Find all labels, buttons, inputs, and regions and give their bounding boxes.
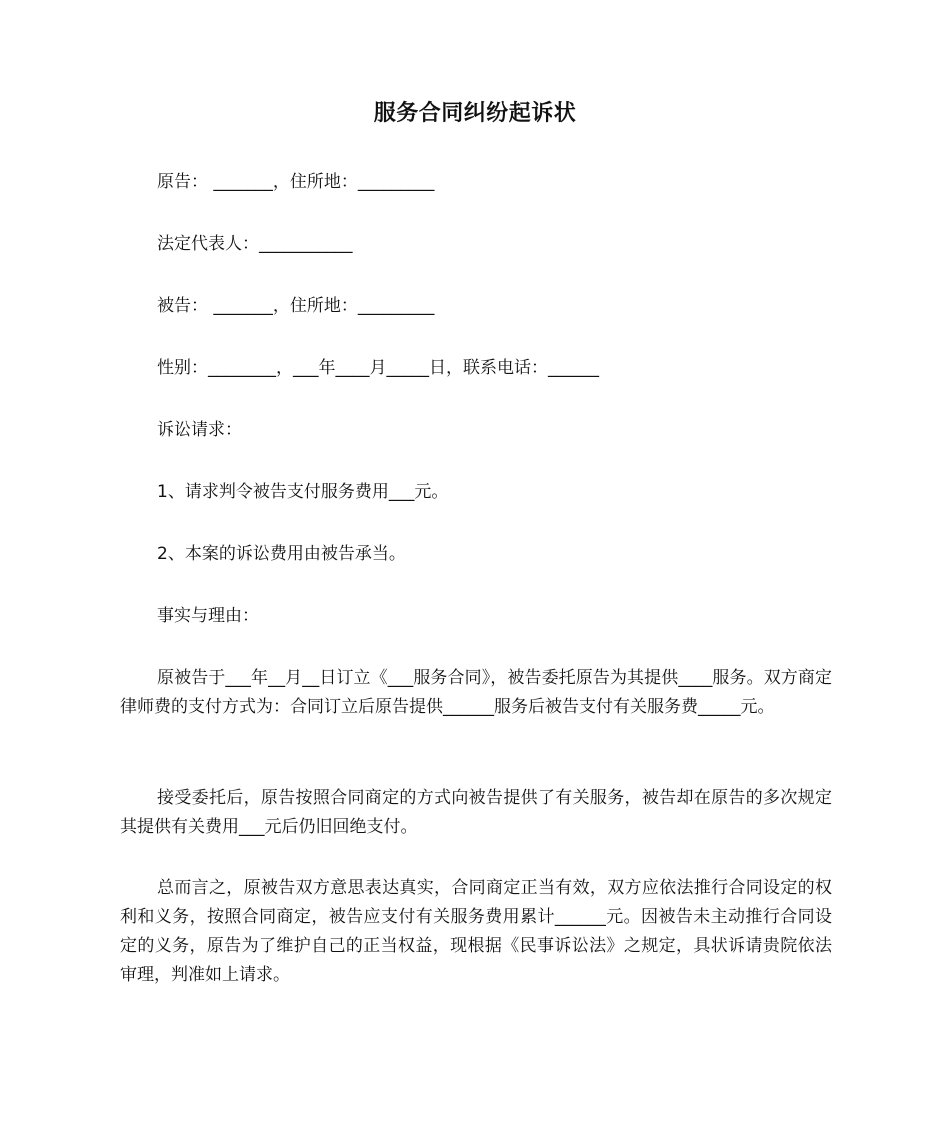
claim-item-1: 1、请求判令被告支付服务费用___元。 bbox=[157, 482, 449, 502]
gender-date-phone-line: 性别：________，___年____月_____日，联系电话：______ bbox=[157, 358, 599, 378]
claim-item-2: 2、本案的诉讼费用由被告承当。 bbox=[157, 544, 406, 564]
facts-paragraph-3: 总而言之，原被告双方意思表达真实，合同商定正当有效，双方应依法推行合同设定的权利和义务，按照合同商定，被告应支付有关服务费用累计______元。因被告未主动推行合同设定的义务，原告为了维护自己的正当权益，现根据《民事诉讼法》之规定，具状诉请贵院依法审理，判准如上请求。 bbox=[120, 878, 832, 985]
defendant-line: 被告： _______，住所地：_________ bbox=[157, 296, 435, 316]
document-title: 服务合同纠纷起诉状 bbox=[373, 101, 577, 126]
legal-representative-line: 法定代表人：___________ bbox=[157, 234, 353, 254]
plaintiff-line: 原告： _______，住所地：_________ bbox=[157, 172, 435, 192]
facts-heading: 事实与理由： bbox=[157, 606, 259, 626]
facts-paragraph-1: 原被告于___年__月__日订立《___服务合同》，被告委托原告为其提供____服务。双方商定律师费的支付方式为：合同订立后原告提供______服务后被告支付有关服务费_____元。 bbox=[120, 668, 832, 717]
facts-paragraph-2: 接受委托后，原告按照合同商定的方式向被告提供了有关服务，被告却在原告的多次规定其提供有关费用___元后仍旧回绝支付。 bbox=[120, 788, 832, 837]
claims-heading: 诉讼请求： bbox=[157, 420, 242, 440]
